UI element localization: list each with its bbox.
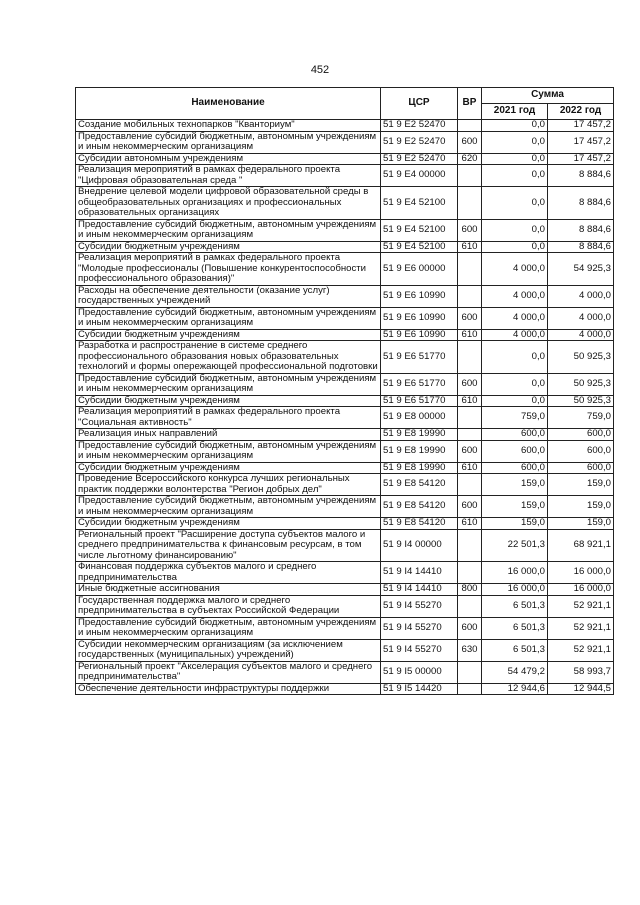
row-sum-2021: 0,0 [482,120,548,132]
row-sum-2021: 759,0 [482,407,548,429]
row-vr: 610 [458,518,482,530]
table-row [76,120,614,132]
table-row [76,617,614,639]
header-name: Наименование [76,88,381,120]
row-vr [458,595,482,617]
row-sum-2022: 8 884,6 [548,187,614,220]
row-csr: 51 9 I5 14420 [381,683,458,695]
row-csr: 51 9 E4 00000 [381,165,458,187]
row-name: Финансовая поддержка субъектов малого и среднего предпринимательства [76,562,381,584]
row-name: Региональный проект "Акселерация субъектов малого и среднего предпринимательства" [76,661,381,683]
row-csr: 51 9 E6 51770 [381,395,458,407]
row-sum-2022: 68 921,1 [548,529,614,562]
row-csr: 51 9 I4 14410 [381,562,458,584]
row-csr: 51 9 E2 52470 [381,120,458,132]
row-name: Государственная поддержка малого и среднего предпринимательства в субъектах Российской Федерации [76,595,381,617]
row-sum-2021: 6 501,3 [482,595,548,617]
row-sum-2022: 17 457,2 [548,120,614,132]
row-csr: 51 9 I4 55270 [381,617,458,639]
row-name: Разработка и распространение в системе среднего профессионального образования новых образовательных технологий и формы опережающей профессиональной подготовки [76,341,381,374]
row-vr: 600 [458,617,482,639]
table-row [76,373,614,395]
row-vr: 610 [458,462,482,474]
row-name: Субсидии бюджетным учреждениям [76,518,381,530]
row-vr: 610 [458,329,482,341]
table-row [76,595,614,617]
table-row [76,529,614,562]
row-csr: 51 9 E8 00000 [381,407,458,429]
row-sum-2021: 54 479,2 [482,661,548,683]
row-csr: 51 9 E4 52100 [381,241,458,253]
table-row [76,518,614,530]
row-csr: 51 9 E8 54120 [381,518,458,530]
row-name: Предоставление субсидий бюджетным, автономным учреждениям и иным некоммерческим организациям [76,373,381,395]
row-name: Реализация мероприятий в рамках федерального проекта "Социальная активность" [76,407,381,429]
row-sum-2022: 17 457,2 [548,131,614,153]
table-row [76,683,614,695]
row-name: Предоставление субсидий бюджетным, автономным учреждениям и иным некоммерческим организациям [76,307,381,329]
row-csr: 51 9 E6 10990 [381,329,458,341]
row-sum-2022: 52 921,1 [548,595,614,617]
row-vr [458,120,482,132]
row-sum-2022: 600,0 [548,429,614,441]
row-csr: 51 9 I5 00000 [381,661,458,683]
table-row [76,165,614,187]
row-vr: 600 [458,440,482,462]
row-sum-2021: 4 000,0 [482,329,548,341]
row-sum-2022: 50 925,3 [548,373,614,395]
row-sum-2022: 159,0 [548,518,614,530]
row-csr: 51 9 E8 19990 [381,462,458,474]
row-name: Субсидии бюджетным учреждениям [76,241,381,253]
header-year-2022: 2022 год [548,104,614,120]
row-name: Реализация мероприятий в рамках федерального проекта "Цифровая образовательная среда " [76,165,381,187]
row-sum-2022: 759,0 [548,407,614,429]
header-sum: Сумма [482,88,614,104]
row-sum-2022: 600,0 [548,462,614,474]
row-name: Проведение Всероссийского конкурса лучших региональных практик поддержки волонтерства "Регион добрых дел" [76,474,381,496]
table-row [76,407,614,429]
row-name: Субсидии некоммерческим организациям (за исключением государственных (муниципальных) учреждений) [76,639,381,661]
table-row [76,474,614,496]
row-sum-2022: 16 000,0 [548,562,614,584]
row-name: Предоставление субсидий бюджетным, автономным учреждениям и иным некоммерческим организациям [76,496,381,518]
row-sum-2021: 600,0 [482,440,548,462]
table-row [76,253,614,286]
table-row [76,639,614,661]
row-name: Региональный проект "Расширение доступа субъектов малого и среднего предпринимательства к финансовым ресурсам, в том числе льготному финансированию" [76,529,381,562]
table-row [76,462,614,474]
row-sum-2022: 4 000,0 [548,307,614,329]
row-name: Предоставление субсидий бюджетным, автономным учреждениям и иным некоммерческим организациям [76,617,381,639]
row-sum-2022: 16 000,0 [548,584,614,596]
table-row [76,562,614,584]
row-sum-2021: 159,0 [482,496,548,518]
row-sum-2022: 52 921,1 [548,617,614,639]
row-name: Субсидии бюджетным учреждениям [76,395,381,407]
table-row [76,661,614,683]
row-csr: 51 9 E4 52100 [381,219,458,241]
row-sum-2021: 22 501,3 [482,529,548,562]
row-sum-2022: 50 925,3 [548,341,614,374]
table-row [76,187,614,220]
table-row [76,153,614,165]
row-sum-2022: 159,0 [548,496,614,518]
row-vr: 620 [458,153,482,165]
table-row [76,219,614,241]
row-sum-2021: 12 944,6 [482,683,548,695]
row-sum-2022: 12 944,5 [548,683,614,695]
row-sum-2021: 600,0 [482,462,548,474]
row-vr [458,562,482,584]
table-row [76,440,614,462]
row-name: Реализация иных направлений [76,429,381,441]
row-sum-2022: 159,0 [548,474,614,496]
row-vr [458,165,482,187]
row-sum-2022: 8 884,6 [548,165,614,187]
row-vr [458,187,482,220]
header-vr: ВР [458,88,482,120]
row-sum-2022: 600,0 [548,440,614,462]
row-csr: 51 9 E8 19990 [381,429,458,441]
row-sum-2022: 4 000,0 [548,285,614,307]
row-vr [458,285,482,307]
row-name: Расходы на обеспечение деятельности (оказание услуг) государственных учреждений [76,285,381,307]
row-sum-2021: 0,0 [482,131,548,153]
row-vr: 610 [458,241,482,253]
row-csr: 51 9 I4 55270 [381,639,458,661]
row-sum-2022: 50 925,3 [548,395,614,407]
row-sum-2021: 0,0 [482,187,548,220]
row-vr [458,253,482,286]
row-vr [458,529,482,562]
row-sum-2021: 0,0 [482,153,548,165]
row-name: Субсидии автономным учреждениям [76,153,381,165]
row-csr: 51 9 I4 00000 [381,529,458,562]
table-body [76,120,614,695]
row-csr: 51 9 E8 54120 [381,474,458,496]
row-csr: 51 9 E6 00000 [381,253,458,286]
row-sum-2022: 17 457,2 [548,153,614,165]
table-row [76,307,614,329]
row-sum-2022: 8 884,6 [548,219,614,241]
row-name: Субсидии бюджетным учреждениям [76,329,381,341]
row-sum-2021: 159,0 [482,474,548,496]
row-sum-2021: 0,0 [482,373,548,395]
table-row [76,584,614,596]
row-vr: 600 [458,307,482,329]
row-csr: 51 9 I4 55270 [381,595,458,617]
row-name: Субсидии бюджетным учреждениям [76,462,381,474]
row-csr: 51 9 E2 52470 [381,131,458,153]
row-csr: 51 9 E2 52470 [381,153,458,165]
row-sum-2021: 159,0 [482,518,548,530]
table-row [76,241,614,253]
row-sum-2021: 16 000,0 [482,584,548,596]
table-row [76,496,614,518]
row-vr: 630 [458,639,482,661]
row-sum-2021: 6 501,3 [482,639,548,661]
table-row [76,285,614,307]
row-sum-2021: 600,0 [482,429,548,441]
row-csr: 51 9 I4 14410 [381,584,458,596]
row-vr: 600 [458,373,482,395]
row-name: Предоставление субсидий бюджетным, автономным учреждениям и иным некоммерческим организациям [76,440,381,462]
row-vr [458,341,482,374]
header-csr: ЦСР [381,88,458,120]
row-sum-2021: 16 000,0 [482,562,548,584]
row-vr: 600 [458,219,482,241]
row-vr [458,474,482,496]
row-name: Предоставление субсидий бюджетным, автономным учреждениям и иным некоммерческим организациям [76,219,381,241]
table-row [76,395,614,407]
row-sum-2021: 4 000,0 [482,285,548,307]
row-name: Обеспечение деятельности инфраструктуры поддержки [76,683,381,695]
row-sum-2021: 0,0 [482,341,548,374]
table-row [76,429,614,441]
row-sum-2021: 0,0 [482,165,548,187]
row-sum-2021: 0,0 [482,219,548,241]
row-vr: 610 [458,395,482,407]
row-csr: 51 9 E6 51770 [381,373,458,395]
budget-table [75,87,614,695]
row-sum-2021: 6 501,3 [482,617,548,639]
row-vr: 600 [458,131,482,153]
header-year-2021: 2021 год [482,104,548,120]
row-vr [458,683,482,695]
row-vr [458,407,482,429]
table-row [76,131,614,153]
row-vr: 800 [458,584,482,596]
row-csr: 51 9 E4 52100 [381,187,458,220]
row-csr: 51 9 E8 54120 [381,496,458,518]
row-vr [458,429,482,441]
row-sum-2021: 4 000,0 [482,307,548,329]
row-sum-2022: 54 925,3 [548,253,614,286]
row-vr: 600 [458,496,482,518]
row-csr: 51 9 E6 51770 [381,341,458,374]
table-row [76,329,614,341]
row-csr: 51 9 E6 10990 [381,307,458,329]
page-number: 452 [310,64,330,76]
row-sum-2021: 0,0 [482,395,548,407]
row-vr [458,661,482,683]
row-sum-2022: 52 921,1 [548,639,614,661]
row-name: Предоставление субсидий бюджетным, автономным учреждениям и иным некоммерческим организациям [76,131,381,153]
row-sum-2021: 4 000,0 [482,253,548,286]
row-name: Создание мобильных технопарков "Кванториум" [76,120,381,132]
row-csr: 51 9 E6 10990 [381,285,458,307]
row-sum-2022: 58 993,7 [548,661,614,683]
row-name: Внедрение целевой модели цифровой образовательной среды в общеобразовательных организациях и профессиональных образовательных организациях [76,187,381,220]
row-sum-2022: 4 000,0 [548,329,614,341]
row-name: Реализация мероприятий в рамках федерального проекта "Молодые профессионалы (Повышение конкурентоспособности профессионального образования)" [76,253,381,286]
row-sum-2021: 0,0 [482,241,548,253]
row-csr: 51 9 E8 19990 [381,440,458,462]
table-row [76,341,614,374]
row-name: Иные бюджетные ассигнования [76,584,381,596]
row-sum-2022: 8 884,6 [548,241,614,253]
